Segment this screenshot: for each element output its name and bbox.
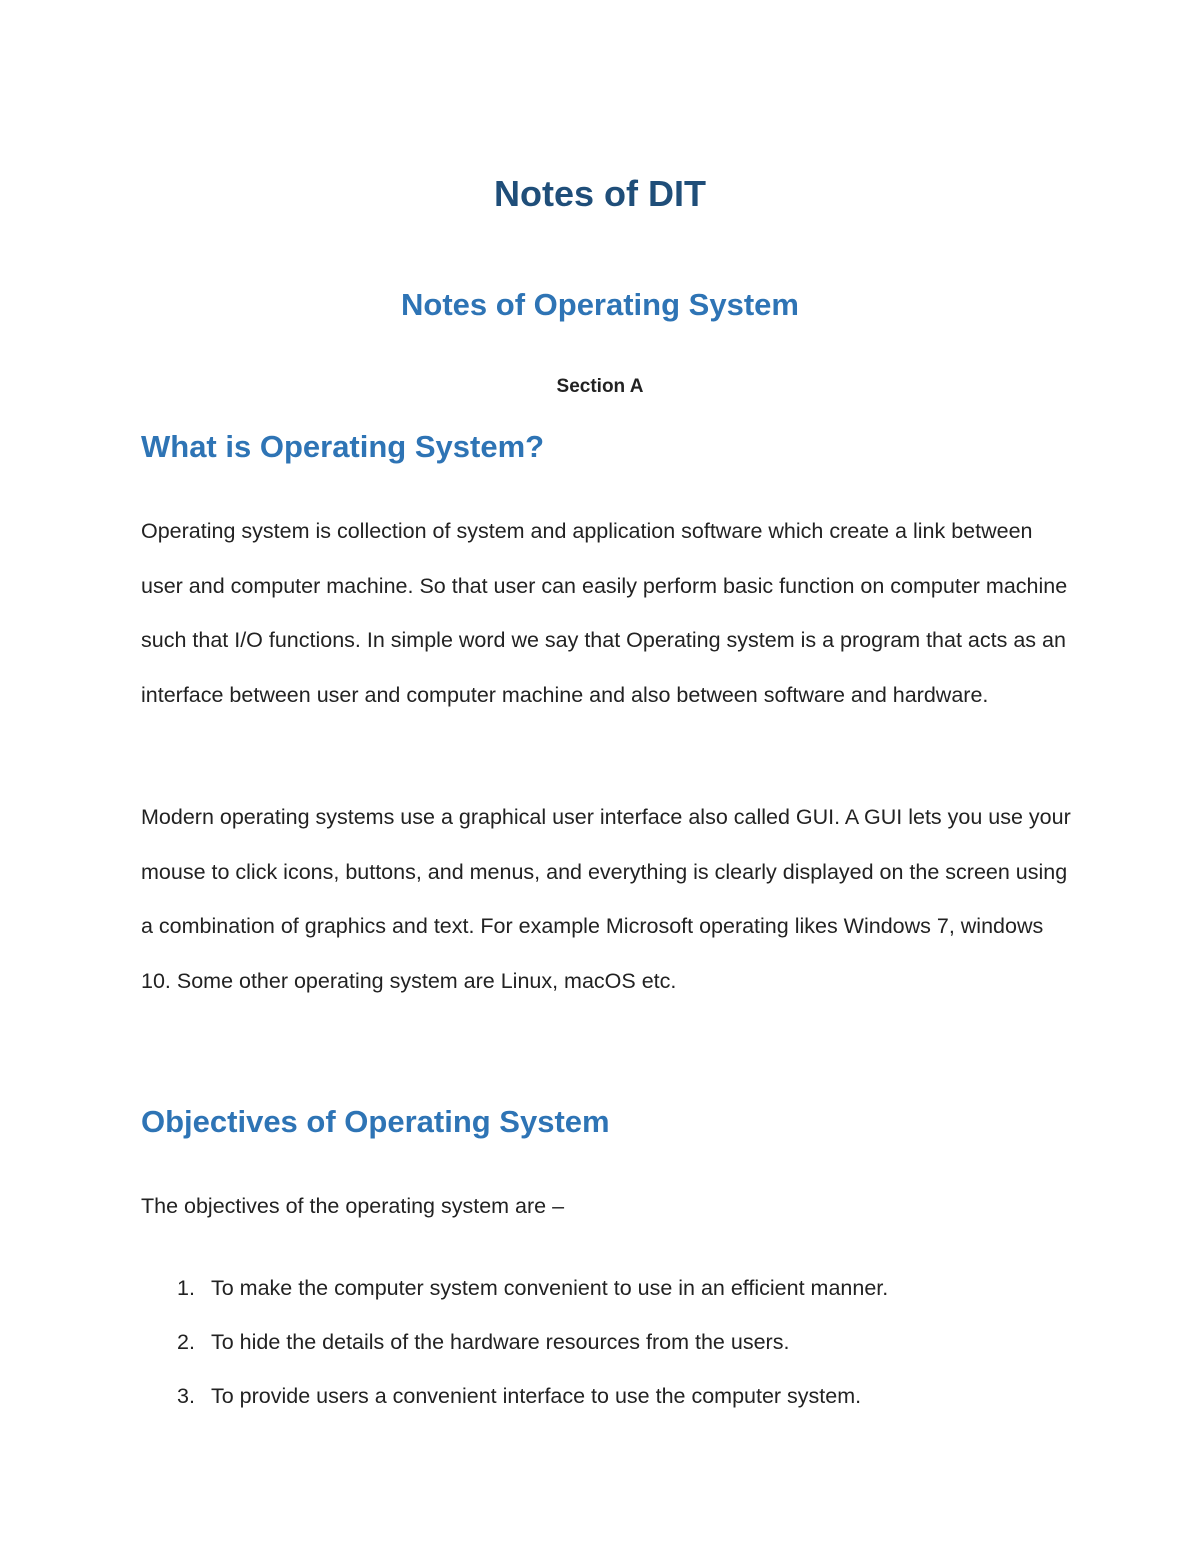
section-label: Section A [556, 376, 644, 397]
list-item [141, 1369, 1071, 1423]
section-heading-what-is-os: What is Operating System? [141, 429, 545, 464]
paragraph-objectives-intro: The objectives of the operating system are – [141, 1194, 565, 1218]
list-item-number: 2. [177, 1330, 195, 1354]
paragraph-os-gui: Modern operating systems use a graphical user interface also called GUI. A GUI lets you use your mouse to click icons, buttons, and menus, and everything is clearly displayed on the screen using a combination of graphics and text. For example Microsoft operating likes Windows 7, windows 10. Some other operating system are Linux, macOS etc. [141, 805, 1071, 993]
list-item-text: To provide users a convenient interface to use the computer system. [211, 1384, 862, 1408]
list-item-number: 1. [177, 1276, 195, 1300]
paragraph-os-definition: Operating system is collection of system and application software which create a link between user and computer machine. So that user can easily perform basic function on computer machine such that I/O functions. In simple word we say that Operating system is a program that acts as an interface between user and computer machine and also between software and hardware. [141, 519, 1068, 707]
list-item-text: To make the computer system convenient to use in an efficient manner. [211, 1276, 889, 1300]
list-item-text: To hide the details of the hardware resources from the users. [211, 1330, 790, 1354]
objectives-list [141, 1261, 1071, 1423]
section-heading-objectives: Objectives of Operating System [141, 1104, 610, 1139]
document-title: Notes of DIT [494, 173, 706, 214]
document-subtitle: Notes of Operating System [401, 287, 799, 322]
list-item-number: 3. [177, 1384, 195, 1408]
list-item [141, 1315, 1071, 1369]
list-item [141, 1261, 1071, 1315]
